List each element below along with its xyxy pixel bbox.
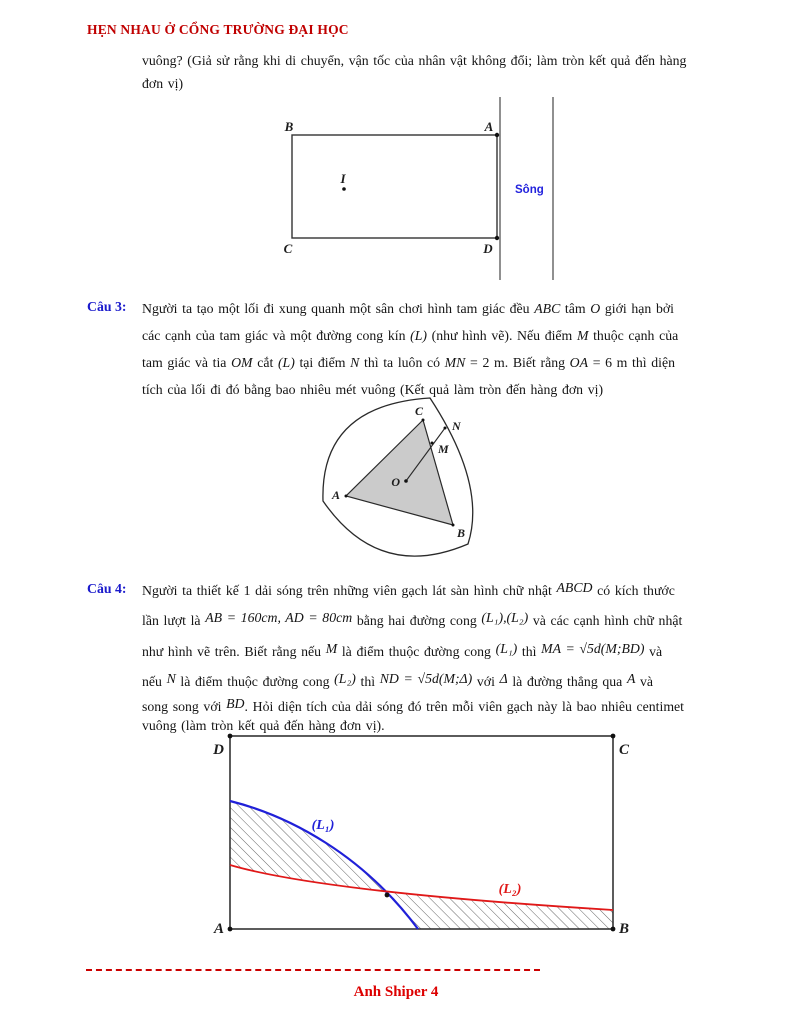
page-header-title: HẸN NHAU Ở CỔNG TRƯỜNG ĐẠI HỌC: [87, 22, 349, 37]
intro-line-2: đơn vị): [142, 76, 184, 91]
intro-line-1: vuông? (Giả sử rằng khi di chuyển, vận tốc của nhân vật không đổi; làm tròn kết quả đến hàng: [142, 53, 687, 68]
label-A: A: [484, 119, 494, 134]
label-L2: (L₂): [498, 882, 522, 897]
point-B-dot: [452, 524, 455, 527]
wave-band-hatched-region: [230, 801, 613, 929]
point-N-dot: [444, 427, 447, 430]
figure-triangle-path: [316, 392, 486, 564]
point-A-dot: [345, 495, 348, 498]
label-A: A: [213, 921, 224, 937]
cau3-label: Câu 3:: [87, 299, 127, 314]
point-C-dot: [422, 419, 425, 422]
label-D: D: [213, 742, 224, 758]
point-O-dot: [404, 479, 408, 483]
label-C: C: [414, 404, 424, 418]
label-O: O: [391, 475, 400, 489]
river-label: Sông: [515, 184, 544, 196]
triangle-ABC: [346, 420, 453, 525]
curves-intersection-dot: [385, 893, 390, 898]
cau4-line-1: Người ta thiết kế 1 dải sóng trên những viên gạch lát sàn hình chữ nhật ABCD có kích thước: [142, 580, 675, 598]
corner-C-dot: [611, 734, 616, 739]
cau4-line-5: song song với BD. Hỏi diện tích của dải sóng đó trên mỗi viên gạch này là bao nhiêu centimet: [142, 696, 685, 714]
cau3-line-4: tích của lối đi đó bằng bao nhiêu mét vuông (Kết quả làm tròn đến hàng đơn vị): [142, 382, 604, 397]
cau3-line-3: tam giác và tia OM cắt (L) tại điểm N thì ta luôn có MN = 2 m. Biết rằng OA = 6 m thì diện: [142, 355, 676, 370]
corner-A-dot: [228, 927, 233, 932]
cau4-line-2: lần lượt là AB = 160cm, AD = 80cm bằng hai đường cong (L₁),(L₂) và các cạnh hình chữ nhật: [142, 610, 683, 628]
footer-brand: Anh Shiper 4: [353, 984, 439, 1000]
footer-dashed-divider: [86, 969, 540, 971]
label-B: B: [619, 921, 630, 937]
cau4-line-4: nếu N là điểm thuộc đường cong (L₂) thì ND = √5d(M;Δ) với Δ là đường thẳng qua A và: [142, 671, 654, 689]
point-M-dot: [431, 442, 434, 445]
label-L1: (L₁): [311, 818, 335, 833]
point-I-dot: [342, 187, 346, 191]
label-B: B: [457, 526, 466, 540]
label-A: A: [331, 488, 340, 502]
cau4-line-6: vuông (làm tròn kết quả đến hàng đơn vị).: [142, 718, 385, 733]
cau3-line-2: các cạnh của tam giác và một đường cong kín (L) (như hình vẽ). Nếu điểm M thuộc cạnh của: [142, 328, 679, 343]
field-rectangle: [292, 135, 497, 238]
label-I: I: [340, 171, 346, 186]
label-C: C: [619, 742, 630, 758]
label-N: N: [452, 419, 461, 433]
cau3-line-1: Người ta tạo một lối đi xung quanh một sân chơi hình tam giác đều ABC tâm O giới hạn bởi: [142, 301, 675, 316]
figure-tile-wave: [195, 733, 645, 938]
corner-B-dot: [611, 927, 616, 932]
point-D-dot: [495, 236, 499, 240]
corner-D-dot: [228, 734, 233, 739]
label-M: M: [438, 442, 449, 456]
label-C: C: [283, 241, 293, 256]
label-D: D: [483, 241, 493, 256]
point-A-dot: [495, 133, 499, 137]
cau4-line-3: như hình vẽ trên. Biết rằng nếu M là điểm thuộc đường cong (L₁) thì MA = √5d(M;BD) và: [142, 641, 663, 659]
cau4-label: Câu 4:: [87, 581, 127, 596]
label-B: B: [284, 119, 294, 134]
figure-river-rectangle: [260, 90, 580, 285]
